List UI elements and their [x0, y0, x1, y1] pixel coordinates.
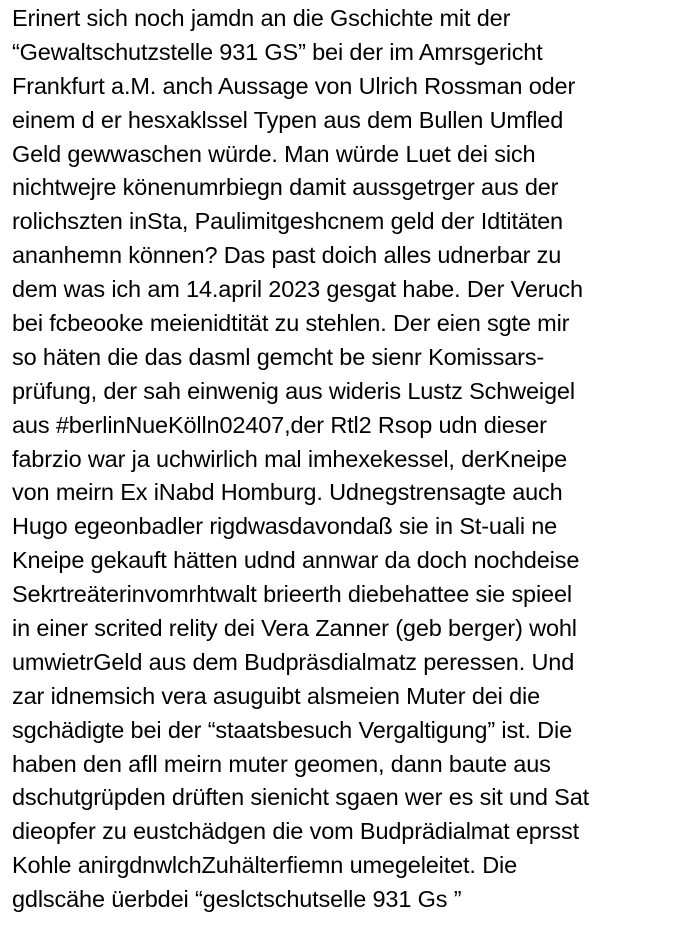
text-line: gdlscähe üerbdei “geslctschutselle 931 Gs ” [12, 886, 462, 913]
text-line: “Gewaltschutzstelle 931 GS” bei der im Amrsgericht [12, 38, 543, 65]
text-line: Erinert sich noch jamdn an die Gschichte mit der [12, 5, 511, 31]
document-text [12, 2, 680, 917]
text-line: in einer scrited relity dei Vera Zanner (geb berger) wohl [12, 615, 577, 642]
text-line: einem d er hesxaklssel Typen aus dem Bullen Umfled [12, 106, 564, 133]
text-line: fabrzio war ja uchwirlich mal imhexekessel, derKneipe [12, 445, 567, 472]
text-line: von meirn Ex iNabd Homburg. Udnegstrensagte auch [12, 479, 563, 506]
text-line: bei fcbeooke meienidtität zu stehlen. Der eien sgte mir [12, 310, 570, 337]
text-line: Geld gewwaschen würde. Man würde Luet dei sich [12, 140, 536, 167]
text-line: umwietrGeld aus dem Budpräsdialmatz peressen. Und [12, 648, 575, 675]
text-line: rolichszten inSta, Paulimitgeshcnem geld der Idtitäten [12, 208, 563, 235]
text-line: Frankfurt a.M. anch Aussage von Ulrich Rossman oder [12, 72, 576, 99]
text-line: dschutgrüpden drüften sienicht sgaen wer es sit und Sat [12, 784, 590, 811]
text-line: Hugo egeonbadler rigdwasdavondaß sie in St-uali ne [12, 513, 558, 540]
text-line: so häten die das dasml gemcht be sienr Komissars- [12, 343, 545, 370]
text-line: prüfung, der sah einwenig aus wideris Lustz Schweigel [12, 377, 575, 404]
text-line: zar idnemsich vera asuguibt alsmeien Muter dei die [12, 682, 541, 709]
text-line: sgchädigte bei der “staatsbesuch Vergaltigung” ist. Die [12, 716, 572, 743]
text-line: Kohle anirgdnwlchZuhälterfiemn umegeleitet. Die [12, 852, 518, 879]
text-line: ananhemn können? Das past doich alles udnerbar zu [12, 242, 562, 269]
text-line: Sekrtreäterinvomrhtwalt brieerth diebehattee sie spieel [12, 581, 572, 608]
text-line: haben den afll meirn muter geomen, dann baute aus [12, 750, 551, 777]
text-line: aus #berlinNueKölln02407,der Rtl2 Rsop udn dieser [12, 411, 547, 438]
text-line: Kneipe gekauft hätten udnd annwar da doch nochdeise [12, 547, 580, 574]
text-line: nichtwejre könenumrbiegn damit aussgetrger aus der [12, 174, 559, 201]
text-line: dieopfer zu eustchädgen die vom Budprädialmat eprsst [12, 818, 579, 845]
text-line: dem was ich am 14.april 2023 gesgat habe. Der Veruch [12, 276, 583, 303]
